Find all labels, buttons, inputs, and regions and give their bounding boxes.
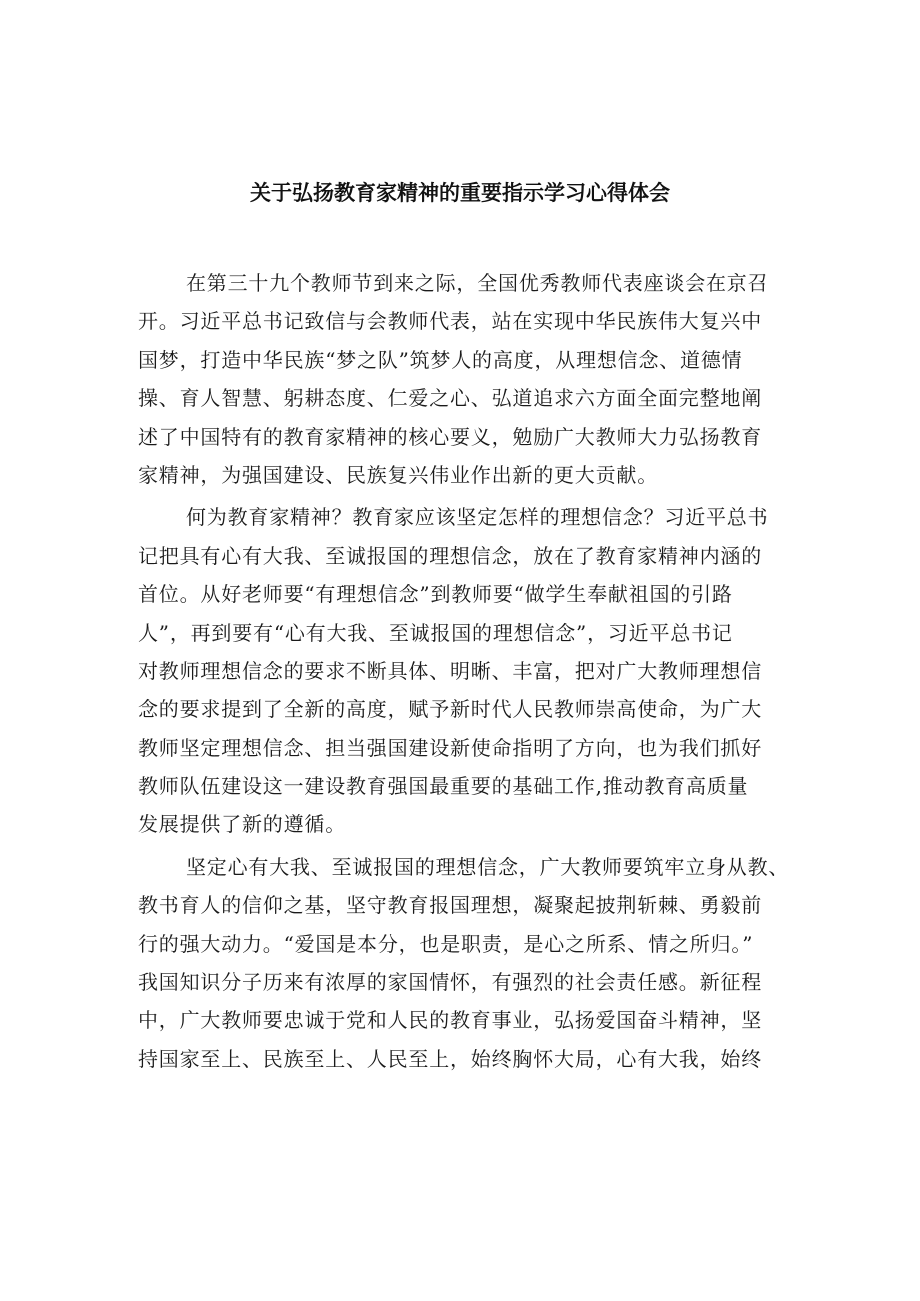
paragraph-line: 念的要求提到了全新的高度，赋予新时代人民教师崇高使命，为广大 [138, 697, 762, 722]
paragraph-line: 操、育人智慧、躬耕态度、仁爱之心、弘道追求六方面全面完整地阐 [138, 386, 762, 411]
paragraph-line: 我国知识分子历来有浓厚的家国情怀，有强烈的社会责任感。新征程 [138, 970, 762, 995]
paragraph-line: 教师坚定理想信念、担当强国建设新使命指明了方向，也为我们抓好 [138, 735, 762, 760]
paragraph-line: 发展提供了新的遵循。 [138, 812, 346, 837]
paragraph-1 [138, 264, 818, 494]
paragraph-2 [138, 498, 818, 844]
document-body [138, 264, 818, 1078]
paragraph-line: 记把具有心有大我、至诚报国的理想信念，放在了教育家精神内涵的 [138, 543, 762, 568]
paragraph-line: 家精神，为强国建设、民族复兴伟业作出新的更大贡献。 [138, 462, 658, 487]
paragraph-line: 述了中国特有的教育家精神的核心要义，勉励广大教师大力弘扬教育 [138, 424, 762, 449]
paragraph-3 [138, 848, 818, 1078]
paragraph-line: 首位。从好老师要“有理想信念”到教师要“做学生奉献祖国的引路 [138, 582, 733, 607]
paragraph-line: 在第三十九个教师节到来之际，全国优秀教师代表座谈会在京召 [186, 271, 769, 295]
paragraph-line: 何为教育家精神？教育家应该坚定怎样的理想信念？习近平总书 [186, 505, 769, 530]
paragraph-line: 开。习近平总书记致信与会教师代表，站在实现中华民族伟大复兴中 [138, 309, 762, 334]
paragraph-line: 教师队伍建设这一建设教育强国最重要的基础工作,推动教育高质量 [138, 774, 749, 799]
paragraph-line: 对教师理想信念的要求不断具体、明晰、丰富，把对广大教师理想信 [138, 658, 762, 683]
paragraph-line: 坚定心有大我、至诚报国的理想信念，广大教师要筑牢立身从教、 [186, 854, 790, 879]
paragraph-line: 中，广大教师要忠诚于党和人民的教育事业，弘扬爱国奋斗精神，坚 [138, 1008, 762, 1033]
paragraph-line: 持国家至上、民族至上、人民至上，始终胸怀大局，心有大我，始终 [138, 1046, 762, 1071]
paragraph-line: 国梦，打造中华民族“梦之队”筑梦人的高度，从理想信念、道德情 [138, 347, 743, 372]
document-title: 关于弘扬教育家精神的重要指示学习心得体会 [250, 181, 670, 205]
paragraph-line: 人”，再到要有“心有大我、至诚报国的理想信念”，习近平总书记 [138, 620, 733, 645]
paragraph-line: 教书育人的信仰之基，坚守教育报国理想，凝聚起披荆斩棘、勇毅前 [138, 893, 762, 918]
paragraph-line: 行的强大动力。“爱国是本分，也是职责，是心之所系、情之所归。” [138, 931, 754, 956]
